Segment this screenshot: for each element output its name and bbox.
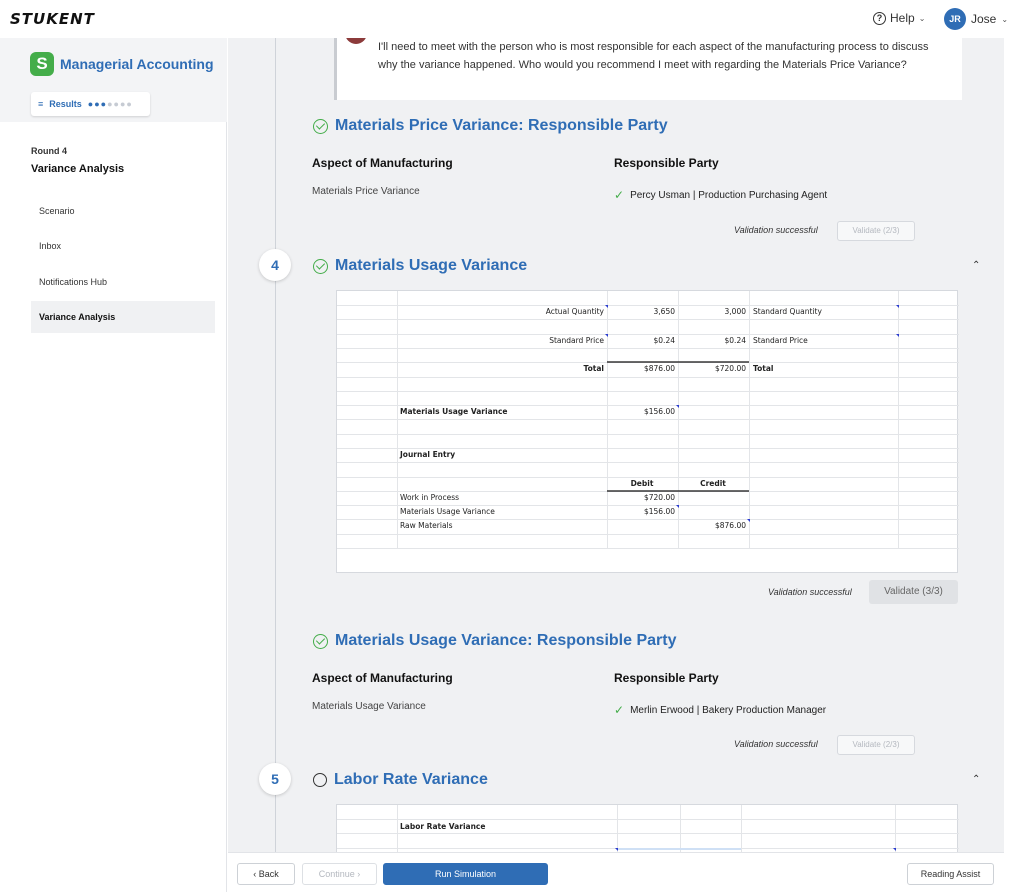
lrv-label: Labor Rate Variance xyxy=(400,822,486,831)
sidebar-header xyxy=(0,38,227,122)
collapse-chevron-up-icon[interactable]: ⌃ xyxy=(972,774,981,785)
step5-title-row xyxy=(313,771,488,789)
help-icon: ? xyxy=(873,12,886,25)
avatar: JR xyxy=(944,8,966,30)
sidebar xyxy=(0,38,227,892)
course-logo-icon: S xyxy=(30,52,54,76)
spreadsheet-grid xyxy=(337,291,959,574)
chevron-down-icon: ⌄ xyxy=(1001,14,1009,24)
course-header[interactable] xyxy=(30,52,214,76)
muv-party-title-row xyxy=(313,632,676,650)
step-number-4: 4 xyxy=(259,249,291,281)
total-actual-value: $876.00 xyxy=(643,364,675,373)
check-circle-icon xyxy=(313,634,328,649)
chevron-right-icon: › xyxy=(357,869,361,879)
muv-value: $156.00 xyxy=(643,407,675,416)
actual-quantity-label: Actual Quantity xyxy=(545,307,604,316)
je-account: Work in Process xyxy=(400,493,460,502)
validate-button[interactable]: Validate (3/3) xyxy=(869,580,958,604)
je-debit: $156.00 xyxy=(643,507,675,516)
credit-header: Credit xyxy=(700,479,726,488)
chevron-down-icon: ⌄ xyxy=(918,13,926,23)
sidebar-item-notifications-hub[interactable]: Notifications Hub xyxy=(39,277,108,287)
step5-title: Labor Rate Variance xyxy=(334,771,488,788)
validate-button[interactable]: Validate (2/3) xyxy=(837,221,915,241)
validation-status: Validation successful xyxy=(734,739,818,749)
total-std-value: $720.00 xyxy=(714,364,746,373)
user-name: Jose xyxy=(971,12,997,26)
mpv-party-title: Materials Price Variance: Responsible Party xyxy=(335,117,668,134)
bottom-bar xyxy=(228,852,1004,892)
party-selection[interactable] xyxy=(614,188,827,202)
help-menu[interactable] xyxy=(873,11,925,25)
validation-status: Validation successful xyxy=(768,587,852,597)
standard-price-actual-value: $0.24 xyxy=(653,336,675,345)
lrv-spreadsheet[interactable] xyxy=(336,804,958,852)
stukent-logo[interactable]: STUKENT xyxy=(10,10,95,28)
je-account: Raw Materials xyxy=(400,521,453,530)
results-progress-dots: ●●●●●●● xyxy=(87,99,133,109)
standard-quantity-value: 3,000 xyxy=(724,307,746,316)
collapse-chevron-up-icon[interactable]: ⌃ xyxy=(972,260,981,271)
total-label-left: Total xyxy=(583,364,604,373)
menu-icon: ≡ xyxy=(38,99,44,109)
total-label-right: Total xyxy=(753,364,774,373)
checkmark-icon: ✓ xyxy=(614,188,625,202)
results-label: Results xyxy=(49,99,82,109)
sidebar-item-scenario[interactable]: Scenario xyxy=(39,206,75,216)
aspect-value: Materials Usage Variance xyxy=(312,701,426,712)
continue-label: Continue xyxy=(318,869,355,879)
journal-entry-label: Journal Entry xyxy=(400,450,456,459)
aspect-value: Materials Price Variance xyxy=(312,186,420,197)
standard-price-std-value: $0.24 xyxy=(724,336,746,345)
actual-quantity-value: 3,650 xyxy=(653,307,675,316)
user-menu[interactable] xyxy=(944,8,1008,30)
continue-button[interactable] xyxy=(302,863,377,885)
party-selection[interactable] xyxy=(614,703,826,717)
empty-circle-icon xyxy=(313,773,327,787)
back-button[interactable] xyxy=(237,863,295,885)
step4-title: Materials Usage Variance xyxy=(335,257,528,274)
timeline-line xyxy=(275,38,276,852)
party-column-header: Responsible Party xyxy=(614,671,719,685)
validate-button[interactable]: Validate (2/3) xyxy=(837,735,915,755)
step-number-5: 5 xyxy=(259,763,291,795)
sidebar-item-inbox[interactable]: Inbox xyxy=(39,241,62,251)
scrollbar-track[interactable] xyxy=(1004,38,1024,892)
top-bar xyxy=(0,0,1024,38)
chevron-left-icon: ‹ xyxy=(253,869,257,879)
back-label: Back xyxy=(258,869,279,879)
muv-label: Materials Usage Variance xyxy=(400,407,508,416)
reading-assist-button[interactable]: Reading Assist xyxy=(907,863,994,885)
checkmark-icon: ✓ xyxy=(614,703,625,717)
results-button[interactable] xyxy=(31,92,150,116)
debit-header: Debit xyxy=(630,479,654,488)
message-text: I'll need to meet with the person who is most responsible for each aspect of the manufacturing process to discuss why the variance happened. Who would you recommend I meet with regarding the Materials Price Variance? xyxy=(378,41,929,71)
character-avatar xyxy=(345,38,367,44)
help-label: Help xyxy=(890,11,915,25)
validation-status: Validation successful xyxy=(734,225,818,235)
standard-quantity-label: Standard Quantity xyxy=(753,307,822,316)
je-account: Materials Usage Variance xyxy=(400,507,495,516)
je-credit: $876.00 xyxy=(714,521,746,530)
section-label: Variance Analysis xyxy=(31,163,125,175)
aspect-column-header: Aspect of Manufacturing xyxy=(312,156,453,170)
run-simulation-button[interactable]: Run Simulation xyxy=(383,863,548,885)
course-title: Managerial Accounting xyxy=(60,56,214,72)
standard-price-label-right: Standard Price xyxy=(753,336,808,345)
sidebar-item-variance-analysis[interactable]: Variance Analysis xyxy=(31,301,215,333)
standard-price-label-left: Standard Price xyxy=(549,336,604,345)
party-value: Percy Usman | Production Purchasing Agent xyxy=(630,189,828,201)
party-value: Merlin Erwood | Bakery Production Manager xyxy=(630,704,827,716)
check-circle-icon xyxy=(313,259,328,274)
check-circle-icon xyxy=(313,119,328,134)
main-content[interactable] xyxy=(228,38,1004,852)
chat-message xyxy=(334,38,962,100)
party-column-header: Responsible Party xyxy=(614,156,719,170)
muv-party-title: Materials Usage Variance: Responsible Party xyxy=(335,632,677,649)
mpv-party-title-row xyxy=(313,117,668,135)
je-debit: $720.00 xyxy=(643,493,675,502)
muv-spreadsheet[interactable] xyxy=(336,290,958,573)
round-label: Round 4 xyxy=(31,146,67,156)
aspect-column-header: Aspect of Manufacturing xyxy=(312,671,453,685)
step4-title-row xyxy=(313,257,527,275)
